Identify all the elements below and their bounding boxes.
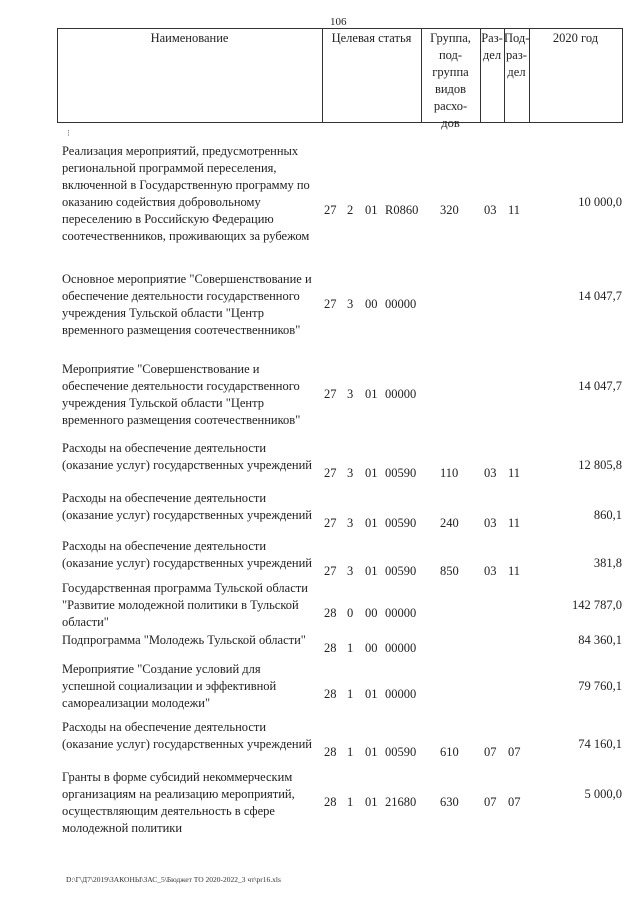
code-program: 28 — [324, 745, 337, 759]
subsection: 11 — [508, 203, 521, 217]
expense-group: 110 — [440, 466, 459, 480]
code-subprogram: 3 — [347, 387, 354, 401]
expense-group: 610 — [440, 745, 459, 759]
scan-mark: ⁝ — [67, 128, 70, 138]
header-section: Раз- дел — [481, 31, 503, 62]
code-event: 01 — [365, 795, 378, 809]
row-name: Расходы на обеспечение деятельности (оказание услуг) государственных учреждений — [62, 720, 312, 751]
section: 07 — [484, 745, 497, 759]
code-subprogram: 1 — [347, 687, 354, 701]
code-program: 27 — [324, 516, 337, 530]
code-event: 01 — [365, 466, 378, 480]
section: 03 — [484, 203, 497, 217]
expense-group: 320 — [440, 203, 459, 217]
header-name: Наименование — [150, 31, 229, 45]
amount-2020: 5 000,0 — [584, 787, 622, 801]
code-subprogram: 1 — [347, 641, 354, 655]
code-program: 27 — [324, 466, 337, 480]
row-name: Реализация мероприятий, предусмотренных региональной программой переселения, включенной в Государственную программу по оказанию содействия добровольному переселению в Российскую Федерацию соотечественников, проживающих за рубежом — [62, 144, 310, 243]
amount-2020: 14 047,7 — [578, 379, 622, 393]
code-direction: 00590 — [385, 745, 417, 759]
amount-2020: 12 805,8 — [578, 458, 622, 472]
code-event: 00 — [365, 297, 378, 311]
section: 03 — [484, 516, 497, 530]
code-program: 27 — [324, 297, 337, 311]
code-event: 01 — [365, 516, 378, 530]
amount-2020: 381,8 — [593, 556, 622, 570]
code-program: 28 — [324, 641, 337, 655]
code-event: 01 — [365, 203, 378, 217]
row-name: Расходы на обеспечение деятельности (оказание услуг) государственных учреждений — [62, 491, 312, 522]
row-name: Расходы на обеспечение деятельности (оказание услуг) государственных учреждений — [62, 441, 312, 472]
subsection: 07 — [508, 745, 521, 759]
row-name: Мероприятие "Совершенствование и обеспечение деятельности государственного учреждения Тульской области "Центр временного размещения соотечественников" — [62, 362, 301, 427]
row-name: Подпрограмма "Молодежь Тульской области" — [62, 633, 306, 647]
code-direction: 00590 — [385, 516, 417, 530]
header-target: Целевая статья — [331, 31, 412, 45]
code-event: 00 — [365, 641, 378, 655]
code-program: 27 — [324, 387, 337, 401]
amount-2020: 10 000,0 — [578, 195, 622, 209]
header-subsection: Под- раз- дел — [504, 31, 530, 79]
code-direction: R0860 — [385, 203, 419, 217]
table-header — [57, 28, 623, 130]
code-subprogram: 0 — [347, 606, 354, 620]
row-name: Мероприятие "Создание условий для успешной социализации и эффективной самореализации молодежи" — [62, 662, 277, 710]
row-name: Расходы на обеспечение деятельности (оказание услуг) государственных учреждений — [62, 539, 312, 570]
code-program: 28 — [324, 795, 337, 809]
row-name: Государственная программа Тульской области "Развитие молодежной политики в Тульской области" — [62, 581, 308, 629]
amount-2020: 79 760,1 — [578, 679, 622, 693]
code-event: 01 — [365, 564, 378, 578]
expense-group: 850 — [440, 564, 459, 578]
code-subprogram: 3 — [347, 466, 354, 480]
code-program: 27 — [324, 564, 337, 578]
code-subprogram: 1 — [347, 745, 354, 759]
code-event: 01 — [365, 387, 378, 401]
code-event: 00 — [365, 606, 378, 620]
subsection: 11 — [508, 466, 521, 480]
code-subprogram: 3 — [347, 564, 354, 578]
row-name: Гранты в форме субсидий некоммерческим организациям на реализацию мероприятий, осуществляющим деятельность в сфере молодежной политики — [62, 770, 295, 835]
code-subprogram: 3 — [347, 297, 354, 311]
amount-2020: 74 160,1 — [578, 737, 622, 751]
subsection: 11 — [508, 516, 521, 530]
code-direction: 21680 — [385, 795, 417, 809]
code-direction: 00590 — [385, 466, 417, 480]
code-subprogram: 2 — [347, 203, 354, 217]
code-program: 28 — [324, 606, 337, 620]
section: 07 — [484, 795, 497, 809]
code-direction: 00000 — [385, 297, 417, 311]
code-direction: 00000 — [385, 387, 417, 401]
amount-2020: 84 360,1 — [578, 633, 622, 647]
section: 03 — [484, 466, 497, 480]
code-direction: 00000 — [385, 687, 417, 701]
amount-2020: 142 787,0 — [572, 598, 622, 612]
header-year: 2020 год — [552, 31, 599, 45]
expense-group: 630 — [440, 795, 459, 809]
header-group: Группа, под- группа видов расхо- дов — [430, 31, 471, 130]
code-program: 27 — [324, 203, 337, 217]
code-subprogram: 1 — [347, 795, 354, 809]
code-direction: 00000 — [385, 606, 417, 620]
code-event: 01 — [365, 687, 378, 701]
subsection: 11 — [508, 564, 521, 578]
expense-group: 240 — [440, 516, 459, 530]
code-direction: 00590 — [385, 564, 417, 578]
code-program: 28 — [324, 687, 337, 701]
file-path-footer: D:\Г\Д7\2019\ЗАКОНЫ\ЗАС_5\Бюджет ТО 2020-2022_3 чт\pr16.xls — [66, 875, 281, 884]
section: 03 — [484, 564, 497, 578]
code-direction: 00000 — [385, 641, 417, 655]
amount-2020: 860,1 — [593, 508, 622, 522]
page-number: 106 — [330, 16, 347, 28]
row-name: Основное мероприятие "Совершенствование и обеспечение деятельности государственного учреждения Тульской области "Центр временного размещения соотечественников" — [62, 272, 312, 337]
code-event: 01 — [365, 745, 378, 759]
code-subprogram: 3 — [347, 516, 354, 530]
amount-2020: 14 047,7 — [578, 289, 622, 303]
subsection: 07 — [508, 795, 521, 809]
